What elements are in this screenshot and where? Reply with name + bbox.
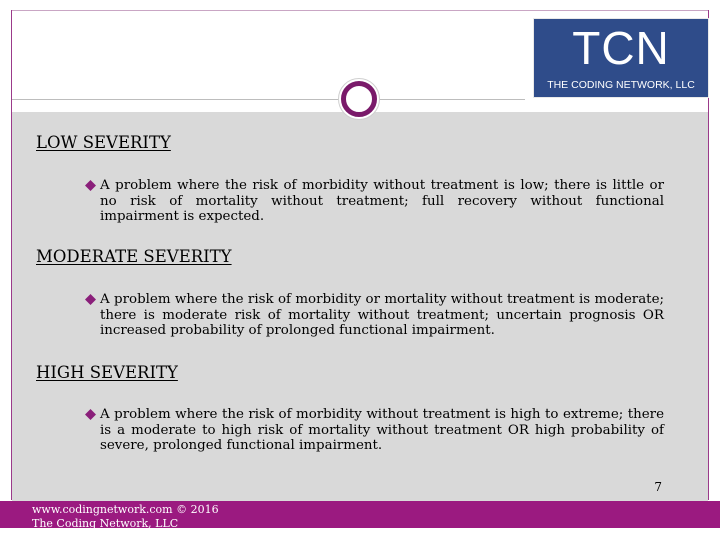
section-text-low: A problem where the risk of morbidity without treatment is low; there is little or no risk of mortality without treatment; full recovery without functional impairment is expected.	[100, 178, 664, 224]
logo-mark: TCN	[572, 22, 670, 74]
section-text-moderate: A problem where the risk of morbidity or mortality without treatment is moderate; there is moderate risk of mortality without treatment; uncertain prognosis OR increased probability of prolonged functional impairment.	[100, 292, 664, 338]
diamond-bullet-icon	[85, 294, 96, 305]
circle-ring-icon	[341, 81, 377, 117]
page-number: 7	[654, 480, 662, 494]
logo-company-name: THE CODING NETWORK, LLC	[547, 79, 695, 91]
footer-copyright: www.codingnetwork.com © 2016	[32, 503, 219, 516]
section-heading-high: HIGH SEVERITY	[36, 363, 178, 382]
frame-top-border	[11, 10, 709, 11]
section-heading-moderate: MODERATE SEVERITY	[36, 247, 232, 266]
footer-company: The Coding Network, LLC	[32, 517, 179, 530]
section-text-high: A problem where the risk of morbidity without treatment is high to extreme; there is a moderate to high risk of mortality without treatment OR high probability of severe, prolonged functional impairment.	[100, 407, 664, 453]
diamond-bullet-icon	[85, 409, 96, 420]
header-divider	[12, 99, 525, 100]
section-heading-low: LOW SEVERITY	[36, 133, 171, 152]
tcn-logo	[533, 18, 709, 98]
diamond-bullet-icon	[85, 180, 96, 191]
